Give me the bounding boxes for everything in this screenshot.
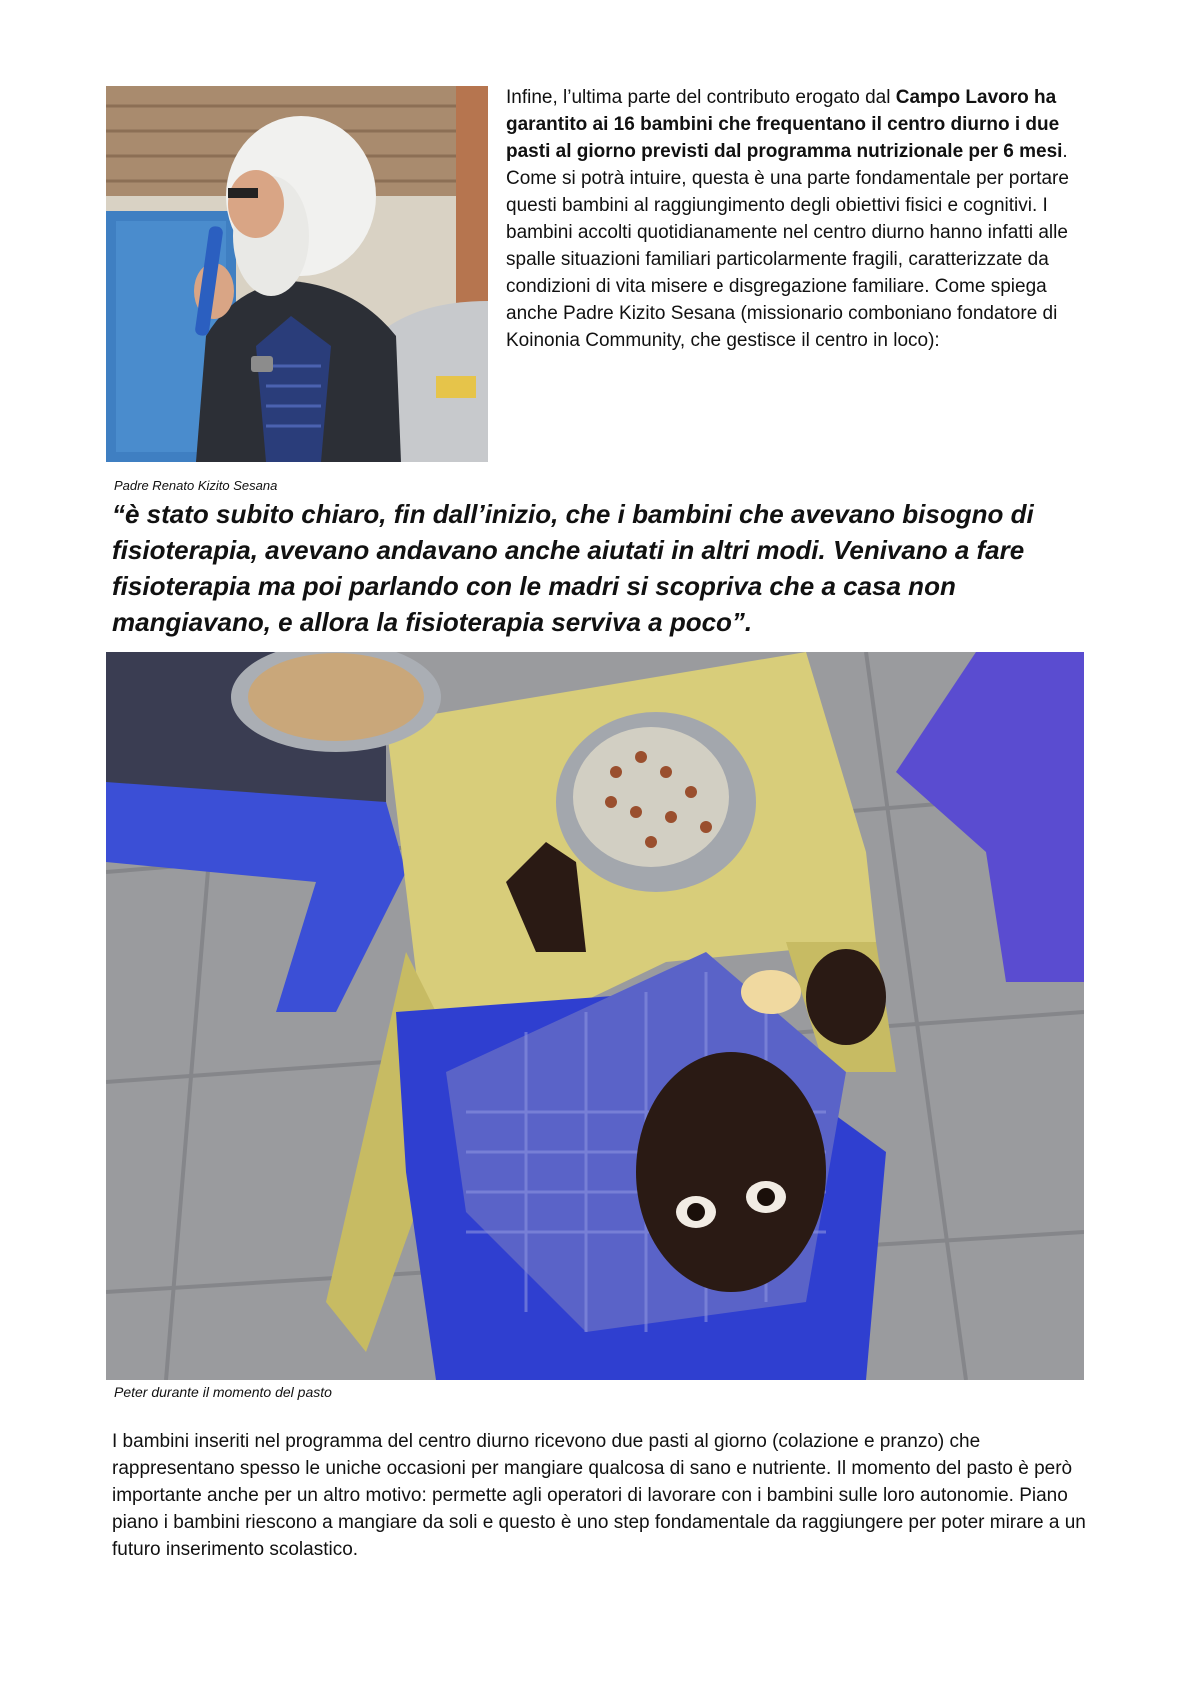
- portrait-caption: Padre Renato Kizito Sesana: [114, 478, 278, 493]
- meal-photo: [106, 652, 1084, 1380]
- quote: “è stato subito chiaro, fin dall’inizio, che i bambini che avevano bisogno di fisioterapia, avevano andavano anche aiutati in altri modi. Venivano a fare fisioterapia ma poi parlando con le madri si scopriva che a casa non mangiavano, e allora la fisioterapia serviva a poco”.: [112, 499, 1034, 637]
- portrait-photo: [106, 86, 488, 462]
- intro-lead: Infine, l’ultima parte del contributo erogato dal: [506, 87, 896, 108]
- intro-paragraph: [506, 84, 1090, 354]
- intro-rest: . Come si potrà intuire, questa è una parte fondamentale per portare questi bambini al raggiungimento degli obiettivi fisici e cognitivi. I bambini accolti quotidianamente nel centro diurno hanno infatti alle spalle situazioni familiari particolarmente fragili, caratterizzate da condizioni di vita misere e disgregazione familiare. Come spiega anche Padre Kizito Sesana (missionario comboniano fondatore di Koinonia Community, che gestisce il centro in loco):: [506, 141, 1069, 351]
- intro-bold: Campo Lavoro ha garantito ai 16 bambini che frequentano il centro diurno i due pasti al giorno previsti dal programma nutrizionale per 6 mesi: [506, 87, 1063, 162]
- body-paragraph: I bambini inseriti nel programma del centro diurno ricevono due pasti al giorno (colazione e pranzo) che rappresentano spesso le uniche occasioni per mangiare qualcosa di sano e nutriente. Il momento del pasto è però importante anche per un altro motivo: permette agli operatori di lavorare con i bambini sulle loro autonomie. Piano piano i bambini riescono a mangiare da soli e questo è uno step fondamentale da raggiungere per poter mirare a un futuro inserimento scolastico.: [112, 1431, 1086, 1560]
- meal-caption: Peter durante il momento del pasto: [114, 1384, 332, 1400]
